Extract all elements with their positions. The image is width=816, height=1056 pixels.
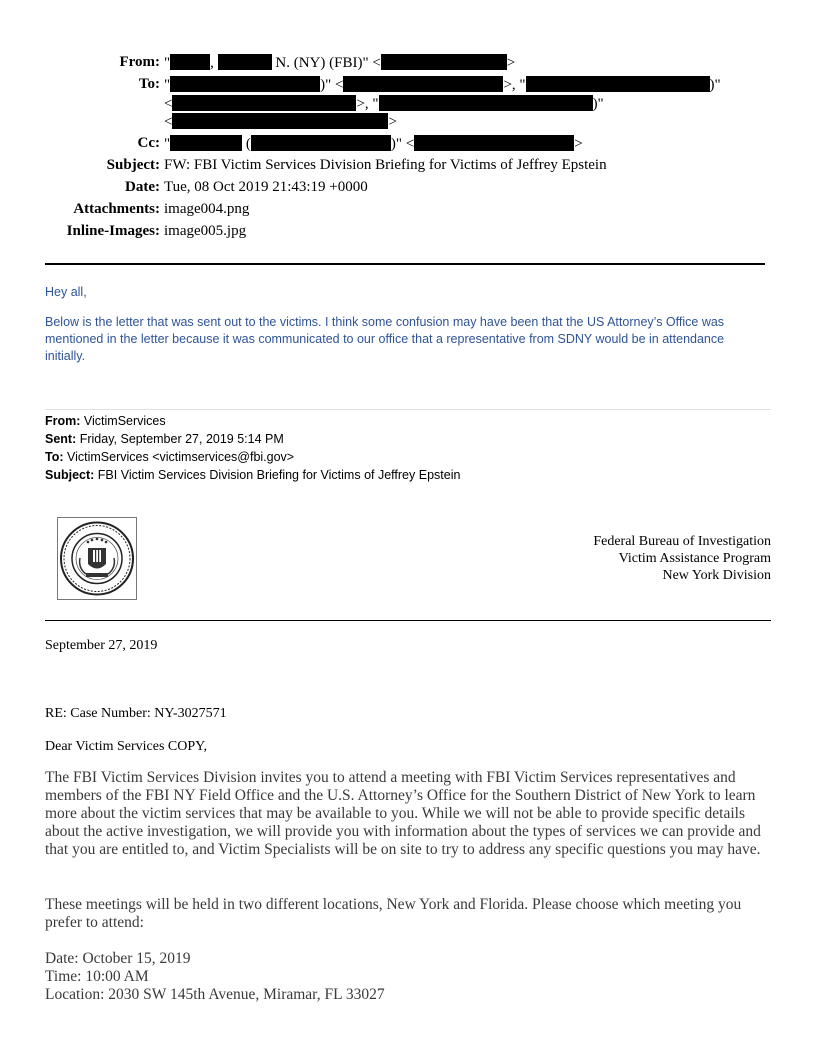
header-divider	[45, 263, 765, 265]
letterhead-line1: Federal Bureau of Investigation	[593, 534, 771, 549]
letterhead-line2: Victim Assistance Program	[618, 551, 771, 566]
from-label: From:	[119, 54, 160, 70]
inline-images-label: Inline-Images:	[66, 223, 160, 239]
fwd-to-label: To:	[45, 450, 64, 464]
cc-value: " ( )" < >	[164, 136, 583, 152]
letter-re: RE: Case Number: NY-3027571	[45, 706, 227, 721]
redaction	[172, 95, 356, 111]
letter-date: September 27, 2019	[45, 638, 158, 653]
letterhead-divider	[45, 620, 771, 621]
from-value: " , N. (NY) (FBI)" < >	[164, 55, 516, 71]
meeting-date: Date: October 15, 2019	[45, 950, 191, 967]
fwd-to	[45, 450, 294, 464]
forward-divider	[45, 409, 771, 410]
letter-paragraph-1: The FBI Victim Services Division invites you to attend a meeting with FBI Victim Services representatives and members of the FBI NY Field Office and the U.S. Attorney’s Office for the Southern District of New York to learn more about the victim services that may be available to you. While we will not be able to provide specific details about the active investigation, we will provide you with information about the types of services we can provide and that you are entitled to, and Victim Specialists will be on site to try to address any specific questions you may have.	[45, 769, 761, 858]
redaction	[379, 95, 593, 111]
fbi-seal-image	[57, 517, 137, 600]
redaction	[218, 54, 272, 70]
redaction	[170, 54, 210, 70]
redaction	[381, 54, 507, 70]
letterhead-line3: New York Division	[662, 568, 771, 583]
to-label: To:	[138, 76, 160, 92]
redaction	[343, 76, 503, 92]
redaction	[170, 76, 320, 92]
fwd-from-label: From:	[45, 414, 81, 428]
subject-value: FW: FBI Victim Services Division Briefing for Victims of Jeffrey Epstein	[164, 157, 607, 173]
letter-paragraph-2: These meetings will be held in two different locations, New York and Florida. Please choose which meeting you prefer to attend:	[45, 896, 742, 931]
fwd-sent-label: Sent:	[45, 432, 77, 446]
fwd-subject	[45, 468, 460, 482]
redaction	[172, 113, 388, 129]
fwd-subject-label: Subject:	[45, 468, 95, 482]
subject-label: Subject:	[106, 157, 160, 173]
fwd-from	[45, 414, 166, 428]
fbi-seal-icon	[58, 518, 136, 599]
meeting-location: Location: 2030 SW 145th Avenue, Miramar, FL 33027	[45, 986, 385, 1003]
fwd-subject-value: FBI Victim Services Division Briefing for Victims of Jeffrey Epstein	[97, 468, 461, 482]
to-value-line3: < >	[164, 114, 397, 130]
note-body: Below is the letter that was sent out to the victims. I think some confusion may have been that the US Attorney’s Office was mentioned in the letter because it was communicated to our office that a representative from SDNY would be in attendance initially.	[45, 315, 725, 363]
date-label: Date:	[125, 179, 160, 195]
to-value-line2: < >, " )"	[164, 96, 604, 112]
inline-image-link[interactable]: image005.jpg	[164, 223, 247, 239]
redaction	[414, 135, 574, 151]
attachments-label: Attachments:	[73, 201, 160, 217]
fwd-sent-value: Friday, September 27, 2019 5:14 PM	[79, 432, 284, 446]
to-value-line1: " )" < >, " )"	[164, 77, 721, 93]
date-value: Tue, 08 Oct 2019 21:43:19 +0000	[164, 179, 368, 195]
redaction	[526, 76, 710, 92]
meeting-details	[45, 950, 771, 1004]
letterhead	[593, 533, 771, 584]
letter-salutation: Dear Victim Services COPY,	[45, 739, 207, 754]
redaction	[251, 135, 391, 151]
redaction	[170, 135, 242, 151]
fwd-sent	[45, 432, 284, 446]
from-visible-text: N. (NY) (FBI)"	[275, 55, 369, 71]
fwd-from-value: VictimServices	[83, 414, 166, 428]
attachment-link[interactable]: image004.png	[164, 201, 250, 217]
cc-label: Cc:	[137, 135, 160, 151]
meeting-time: Time: 10:00 AM	[45, 968, 149, 985]
note-greeting: Hey all,	[45, 285, 87, 299]
fwd-to-value: VictimServices <victimservices@fbi.gov>	[67, 450, 295, 464]
